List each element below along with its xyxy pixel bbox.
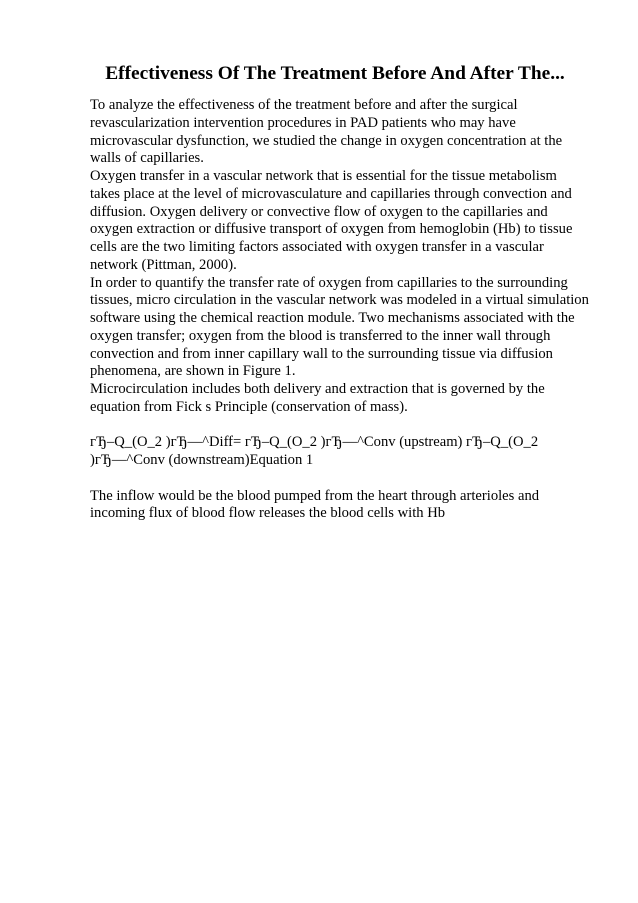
body-line: revascularization intervention procedures in PAD patients who may have <box>90 114 516 131</box>
body-line: takes place at the level of microvasculature and capillaries through convection and <box>90 185 572 202</box>
equation-line: гЂ–Q_(O_2 )гЂ—^Diff= гЂ–Q_(O_2 )гЂ—^Conv (upstream) гЂ–Q_(O_2 <box>90 434 539 451</box>
body-line: In order to quantify the transfer rate of oxygen from capillaries to the surrounding <box>90 274 568 291</box>
body-line: convection and from inner capillary wall to the surrounding tissue via diffusion <box>90 345 553 362</box>
equation-line: )гЂ—^Conv (downstream)Equation 1 <box>90 452 314 468</box>
document-title: Effectiveness Of The Treatment Before And After The... <box>105 63 565 84</box>
body-line: Oxygen transfer in a vascular network that is essential for the tissue metabolism <box>90 168 557 184</box>
blank-line <box>90 470 590 488</box>
body-line: oxygen transfer; oxygen from the blood is transferred to the inner wall through <box>90 327 551 344</box>
document-body <box>90 97 590 523</box>
blank-line <box>90 417 590 435</box>
body-line: phenomena, are shown in Figure 1. <box>90 363 296 380</box>
body-line: walls of capillaries. <box>90 150 204 167</box>
body-line: The inflow would be the blood pumped from the heart through arterioles and <box>90 487 540 504</box>
body-line: microvascular dysfunction, we studied the change in oxygen concentration at the <box>90 132 563 149</box>
body-line: Microcirculation includes both delivery and extraction that is governed by the <box>90 381 545 397</box>
body-line: incoming flux of blood flow releases the blood cells with Hb <box>90 505 446 522</box>
body-line: software using the chemical reaction module. Two mechanisms associated with the <box>90 310 575 326</box>
body-line: equation from Fick s Principle (conservation of mass). <box>90 398 408 415</box>
body-line: oxygen extraction or diffusive transport of oxygen from hemoglobin (Hb) to tissue <box>90 221 573 238</box>
body-line: tissues, micro circulation in the vascular network was modeled in a virtual simulation <box>90 292 589 309</box>
body-line: diffusion. Oxygen delivery or convective flow of oxygen to the capillaries and <box>90 203 548 220</box>
body-line: To analyze the effectiveness of the treatment before and after the surgical <box>90 97 518 113</box>
body-line: cells are the two limiting factors associated with oxygen transfer in a vascular <box>90 239 544 255</box>
body-line: network (Pittman, 2000). <box>90 256 237 273</box>
